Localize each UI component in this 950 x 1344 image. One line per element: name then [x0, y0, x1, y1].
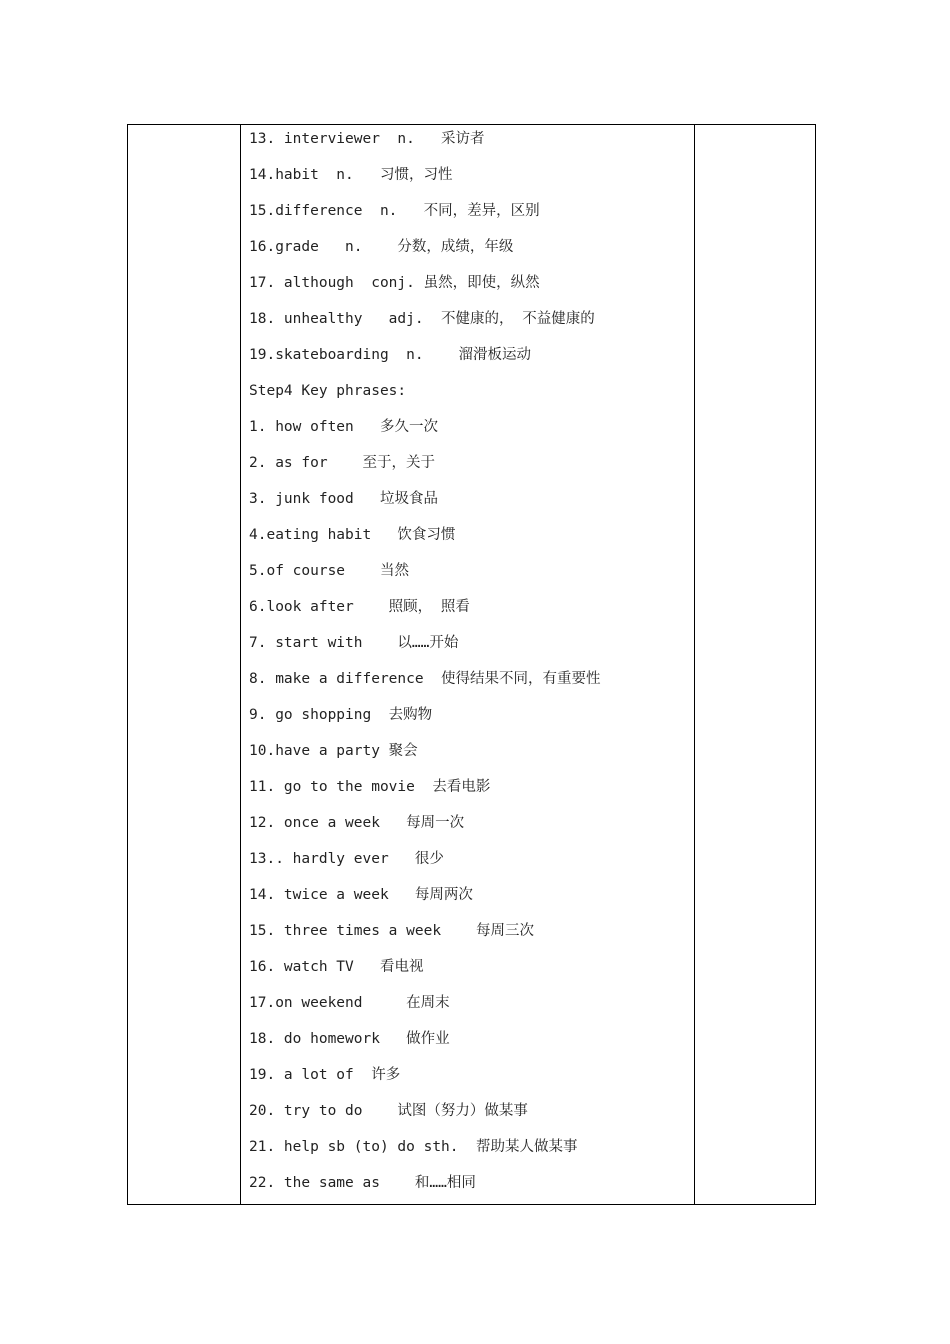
phrase-item: 16. watch TV 看电视 — [249, 959, 424, 975]
phrase-item: 2. as for 至于，关于 — [249, 455, 435, 471]
phrase-item: 7. start with 以……开始 — [249, 635, 459, 651]
phrase-item: 4.eating habit 饮食习惯 — [249, 527, 456, 543]
vocab-item: 15.difference n. 不同，差异，区别 — [249, 203, 540, 219]
vocab-item: 19.skateboarding n. 溜滑板运动 — [249, 347, 532, 363]
vocab-item: 17. although conj. 虽然，即使，纵然 — [249, 275, 540, 291]
phrase-item: 3. junk food 垃圾食品 — [249, 491, 438, 507]
phrase-item: 5.of course 当然 — [249, 563, 409, 579]
phrase-item: 12. once a week 每周一次 — [249, 815, 465, 831]
phrase-item: 21. help sb (to) do sth. 帮助某人做某事 — [249, 1139, 578, 1155]
phrases-heading: Step4 Key phrases: — [249, 383, 407, 399]
phrase-item: 8. make a difference 使得结果不同，有重要性 — [249, 671, 601, 687]
phrase-item: 14. twice a week 每周两次 — [249, 887, 473, 903]
phrase-item: 19. a lot of 许多 — [249, 1067, 401, 1083]
column-divider-left — [240, 125, 241, 1204]
phrase-item: 17.on weekend 在周末 — [249, 995, 450, 1011]
vocab-item: 13. interviewer n. 采访者 — [249, 131, 485, 147]
vocab-item: 14.habit n. 习惯，习性 — [249, 167, 453, 183]
vocab-item: 18. unhealthy adj. 不健康的， 不益健康的 — [249, 311, 595, 327]
lesson-table — [127, 124, 816, 1205]
phrase-item: 18. do homework 做作业 — [249, 1031, 450, 1047]
phrase-item: 20. try to do 试图（努力）做某事 — [249, 1103, 528, 1119]
phrase-item: 15. three times a week 每周三次 — [249, 923, 534, 939]
vocab-item: 16.grade n. 分数，成绩，年级 — [249, 239, 514, 255]
phrase-item: 6.look after 照顾， 照看 — [249, 599, 470, 615]
phrase-item: 13.. hardly ever 很少 — [249, 851, 444, 867]
phrase-item: 10.have a party 聚会 — [249, 743, 418, 759]
content-cell — [249, 125, 689, 1205]
phrase-item: 11. go to the movie 去看电影 — [249, 779, 491, 795]
phrase-item: 22. the same as 和……相同 — [249, 1175, 476, 1191]
phrase-item: 9. go shopping 去购物 — [249, 707, 433, 723]
column-divider-right — [694, 125, 695, 1204]
phrase-item: 1. how often 多久一次 — [249, 419, 438, 435]
